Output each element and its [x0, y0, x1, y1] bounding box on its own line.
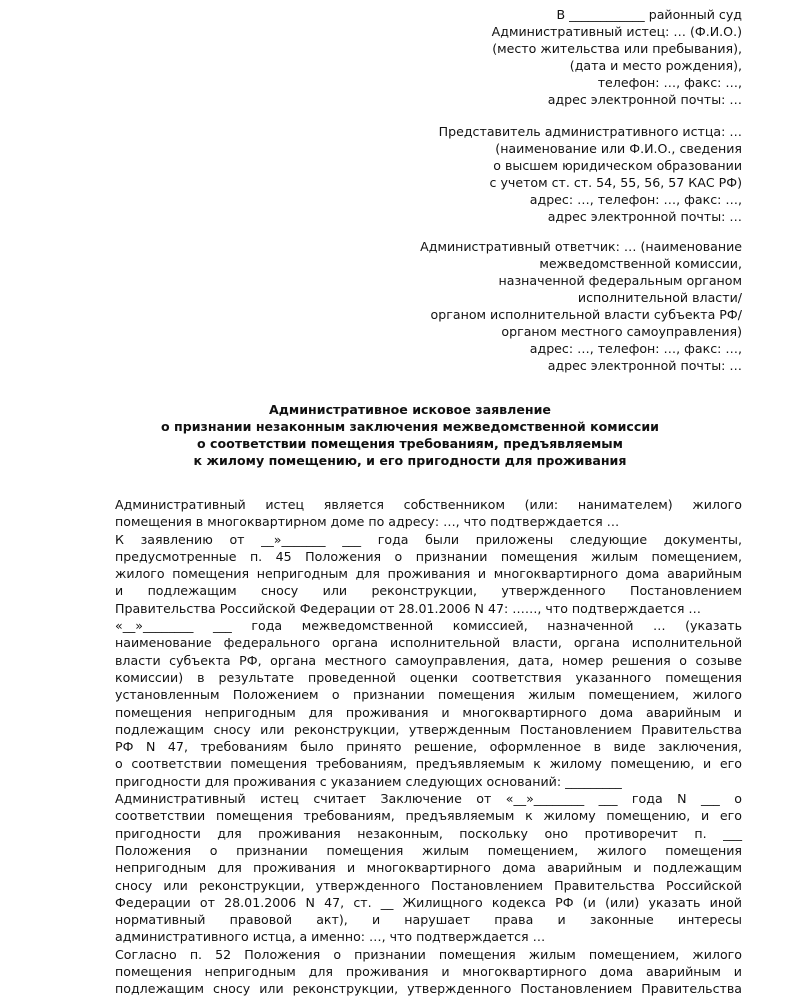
document-body [115, 496, 742, 998]
plaintiff-name-line: Административный истец: … (Ф.И.О.) [491, 24, 742, 39]
body-line: власти субъекта РФ, органа местного самоуправления, дата, номер решения о созыве [115, 652, 742, 668]
representative-detail-line: о высшем юридическом образовании [493, 158, 742, 173]
plaintiff-birth-line: (дата и место рождения), [569, 58, 742, 73]
representative-name-line: Представитель административного истца: … [438, 124, 742, 139]
title-line: о признании незаконным заключения межведомственной комиссии [160, 419, 659, 434]
body-line: Положения о признании помещения жилым помещением, жилого помещения [115, 842, 742, 858]
respondent-name-line: Административный ответчик: … (наименование [420, 239, 742, 254]
representative-email-line: адрес электронной почты: … [547, 209, 742, 224]
body-line: Правительства Российской Федерации от 28.01.2006 N 47: ……, что подтверждается … [115, 600, 702, 616]
body-line: жилого помещения непригодным для проживания и многоквартирного дома аварийным [115, 566, 742, 582]
court-line: В ____________ районный суд [556, 7, 742, 22]
body-line: наименование федерального органа исполнительной власти, органа исполнительной [115, 635, 742, 651]
body-line: нормативный правовой акт), и нарушает права и законные интересы [115, 912, 742, 928]
respondent-detail-line: органом исполнительной власти субъекта РФ/ [430, 307, 742, 322]
body-line: и подлежащим сносу или реконструкции, утвержденного Постановлением [115, 583, 742, 599]
body-line: о соответствии помещения требованиям, предъявляемым к жилому помещению, и его [115, 756, 742, 772]
respondent-block [420, 238, 742, 374]
body-line: помещения в многоквартирном доме по адресу: …, что подтверждается … [115, 514, 620, 530]
plaintiff-email-line: адрес электронной почты: … [547, 92, 742, 107]
body-line: подлежащим сносу или реконструкции, утвержденного Постановлением Правительства [115, 981, 742, 997]
plaintiff-phone-line: телефон: …, факс: …, [597, 75, 742, 90]
body-line: подлежащим сносу или реконструкции, утвержденным Постановлением Правительства [115, 721, 742, 737]
body-line: РФ N 47, требованиям было принято решение, оформленное в виде заключения, [115, 739, 742, 755]
title-line: к жилому помещению, и его пригодности для проживания [193, 453, 627, 468]
body-line: Федерации от 28.01.2006 N 47, ст. __ Жилищного кодекса РФ (и (или) указать иной [115, 894, 742, 910]
respondent-email-line: адрес электронной почты: … [547, 358, 742, 373]
representative-detail-line: (наименование или Ф.И.О., сведения [495, 141, 742, 156]
respondent-detail-line: назначенной федеральным органом [498, 273, 742, 288]
body-line: установленным Положением о признании помещения жилым помещением, жилого [115, 687, 742, 703]
document-title [40, 401, 780, 469]
body-line: Согласно п. 52 Положения о признании помещения жилым помещением, жилого [115, 946, 742, 962]
representative-address-line: адрес: …, телефон: …, факс: …, [529, 192, 742, 207]
body-line: помещения непригодным для проживания и многоквартирного дома аварийным и [115, 964, 742, 980]
title-line: о соответствии помещения требованиям, предъявляемым [197, 436, 623, 451]
representative-block [439, 123, 742, 225]
body-line: помещения непригодным для проживания и многоквартирного дома аварийным и [115, 704, 742, 720]
body-line: административного истца, а именно: …, что подтверждается … [115, 929, 546, 945]
respondent-detail-line: исполнительной власти/ [577, 290, 742, 305]
respondent-address-line: адрес: …, телефон: …, факс: …, [529, 341, 742, 356]
body-line: сносу или реконструкции, утвержденного Постановлением Правительства Российской [115, 877, 742, 893]
body-line: Административный истец является собственником (или: нанимателем) жилого [115, 497, 742, 512]
body-line: соответствии помещения требованиям, предъявляемым к жилому помещению, и его [115, 808, 742, 824]
respondent-detail-line: органом местного самоуправления) [501, 324, 742, 339]
body-line: предусмотренные п. 45 Положения о признании помещения жилым помещением, [115, 548, 742, 564]
body-line: «__»________ ___ года межведомственной комиссией, назначенной … (указать [115, 618, 742, 634]
body-line: пригодности для проживания с указанием следующих оснований: _________ [115, 773, 622, 789]
body-line: непригодным для проживания и многоквартирного дома аварийным и подлежащим [115, 860, 742, 876]
plaintiff-residence-line: (место жительства или пребывания), [492, 41, 742, 56]
body-line: комиссии) в результате проведенной оценки соответствия указанного помещения [115, 669, 742, 685]
body-line: Административный истец считает Заключение от «__»________ ___ года N ___ о [115, 791, 742, 807]
representative-detail-line: с учетом ст. ст. 54, 55, 56, 57 КАС РФ) [489, 175, 742, 190]
body-line: К заявлению от __»_______ ___ года были приложены следующие документы, [115, 531, 742, 547]
title-line: Административное исковое заявление [269, 402, 551, 417]
court-and-plaintiff-block [492, 6, 742, 108]
respondent-detail-line: межведомственной комиссии, [539, 256, 742, 271]
body-line: пригодности для проживания незаконным, поскольку оно противоречит п. ___ [115, 825, 742, 841]
